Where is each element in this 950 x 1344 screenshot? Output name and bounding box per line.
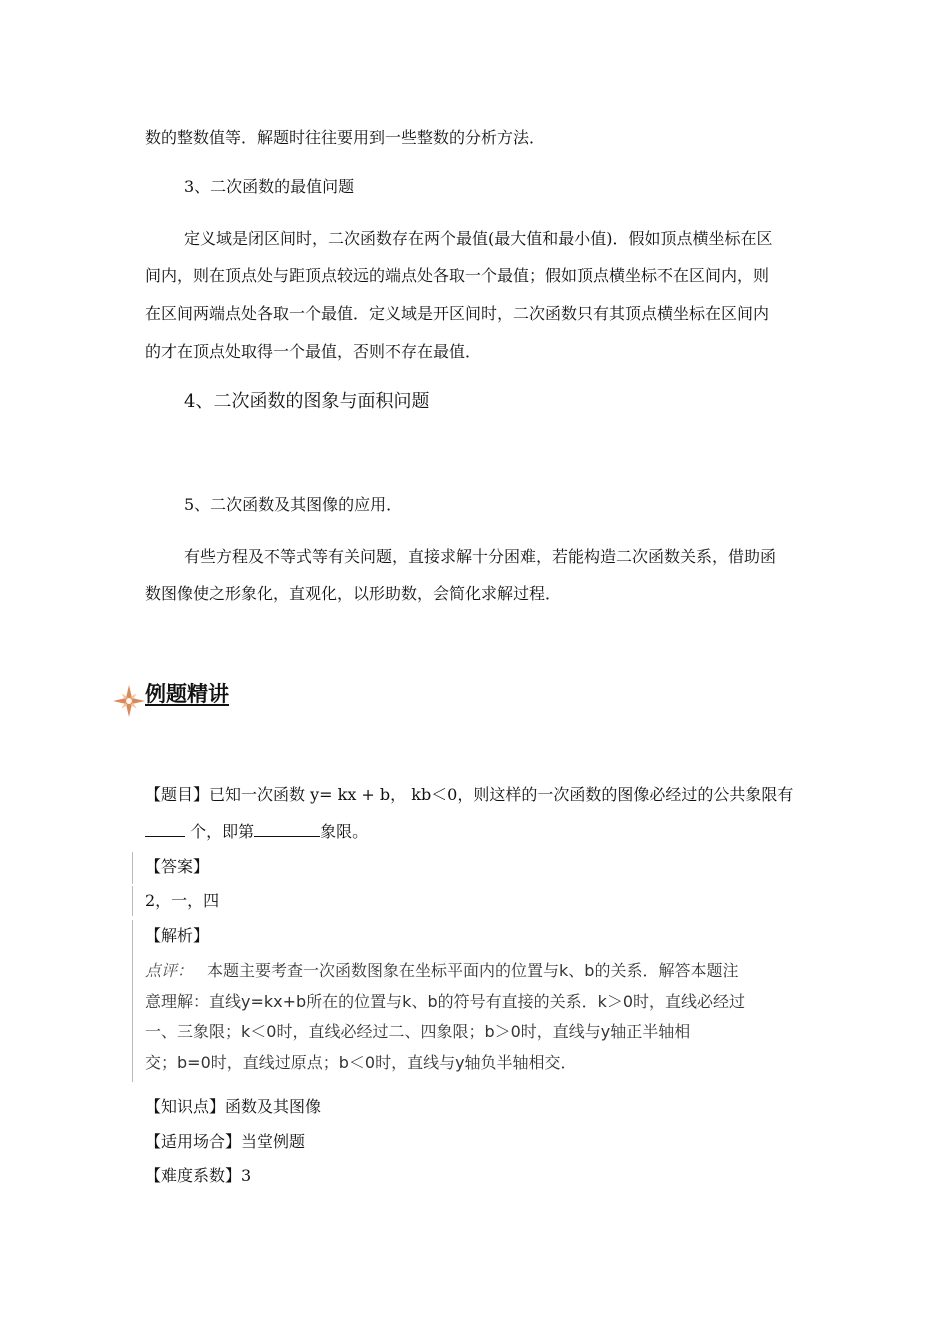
- star-burst-icon: [112, 684, 146, 718]
- text-line: 间内，则在顶点处与距顶点较远的端点处各取一个最值；假如顶点横坐标不在区间内，则: [145, 266, 770, 285]
- comment-label: 点评：: [145, 961, 194, 980]
- text-line: 数的整数值等．解题时往往要用到一些整数的分析方法．: [145, 128, 546, 147]
- answer-label: 【答案】: [145, 857, 210, 876]
- section-heading: 3、二次函数的最值问题: [184, 177, 355, 196]
- analysis-bar: [132, 920, 133, 1082]
- text-line: 定义域是闭区间时，二次函数存在两个最值(最大值和最小值)．假如顶点横坐标在区: [184, 229, 773, 248]
- answer-bar: [132, 852, 133, 884]
- answer-blank[interactable]: [254, 820, 320, 837]
- answer-bar: [132, 886, 133, 916]
- comment-line: 一、三象限；k＜0时，直线必经过二、四象限；b＞0时，直线与y轴正半轴相: [145, 1022, 691, 1041]
- comment-line: [145, 956, 738, 986]
- comment-line: 交；b=0时，直线过原点；b＜0时，直线与y轴负半轴相交．: [145, 1053, 577, 1072]
- knowledge-point: 【知识点】函数及其图像: [145, 1097, 322, 1116]
- comment-text: 本题主要考查一次函数图象在坐标平面内的位置与k、b的关系．解答本题注: [207, 961, 739, 980]
- text-line: 的才在顶点处取得一个最值，否则不存在最值．: [145, 342, 482, 361]
- answer-value: 2，一，四: [145, 891, 220, 910]
- question-text-line2: [145, 820, 368, 843]
- comment-line: 意理解：直线y=kx+b所在的位置与k、b的符号有直接的关系．k＞0时，直线必经过: [145, 992, 746, 1011]
- text-line: 数图像使之形象化，直观化，以形助数，会简化求解过程．: [145, 584, 562, 603]
- answer-blank[interactable]: [145, 820, 185, 837]
- difficulty-level: 【难度系数】3: [145, 1166, 252, 1185]
- examples-heading: 例题精讲: [145, 681, 229, 706]
- section-heading: 5、二次函数及其图像的应用．: [184, 495, 403, 514]
- question-text: 【题目】已知一次函数 y= kx + b， kb＜0，则这样的一次函数的图像必经过的公共象限有: [145, 785, 794, 804]
- text-segment: 象限。: [320, 822, 369, 841]
- text-segment: 个，即第: [190, 822, 255, 841]
- section-heading: 4、二次函数的图象与面积问题: [184, 391, 430, 412]
- analysis-label: 【解析】: [145, 926, 210, 945]
- text-line: 有些方程及不等式等有关问题，直接求解十分困难，若能构造二次函数关系，借助函: [184, 547, 777, 566]
- applicable-scenario: 【适用场合】当堂例题: [145, 1132, 306, 1151]
- text-line: 在区间两端点处各取一个最值．定义域是开区间时，二次函数只有其顶点横坐标在区间内: [145, 304, 770, 323]
